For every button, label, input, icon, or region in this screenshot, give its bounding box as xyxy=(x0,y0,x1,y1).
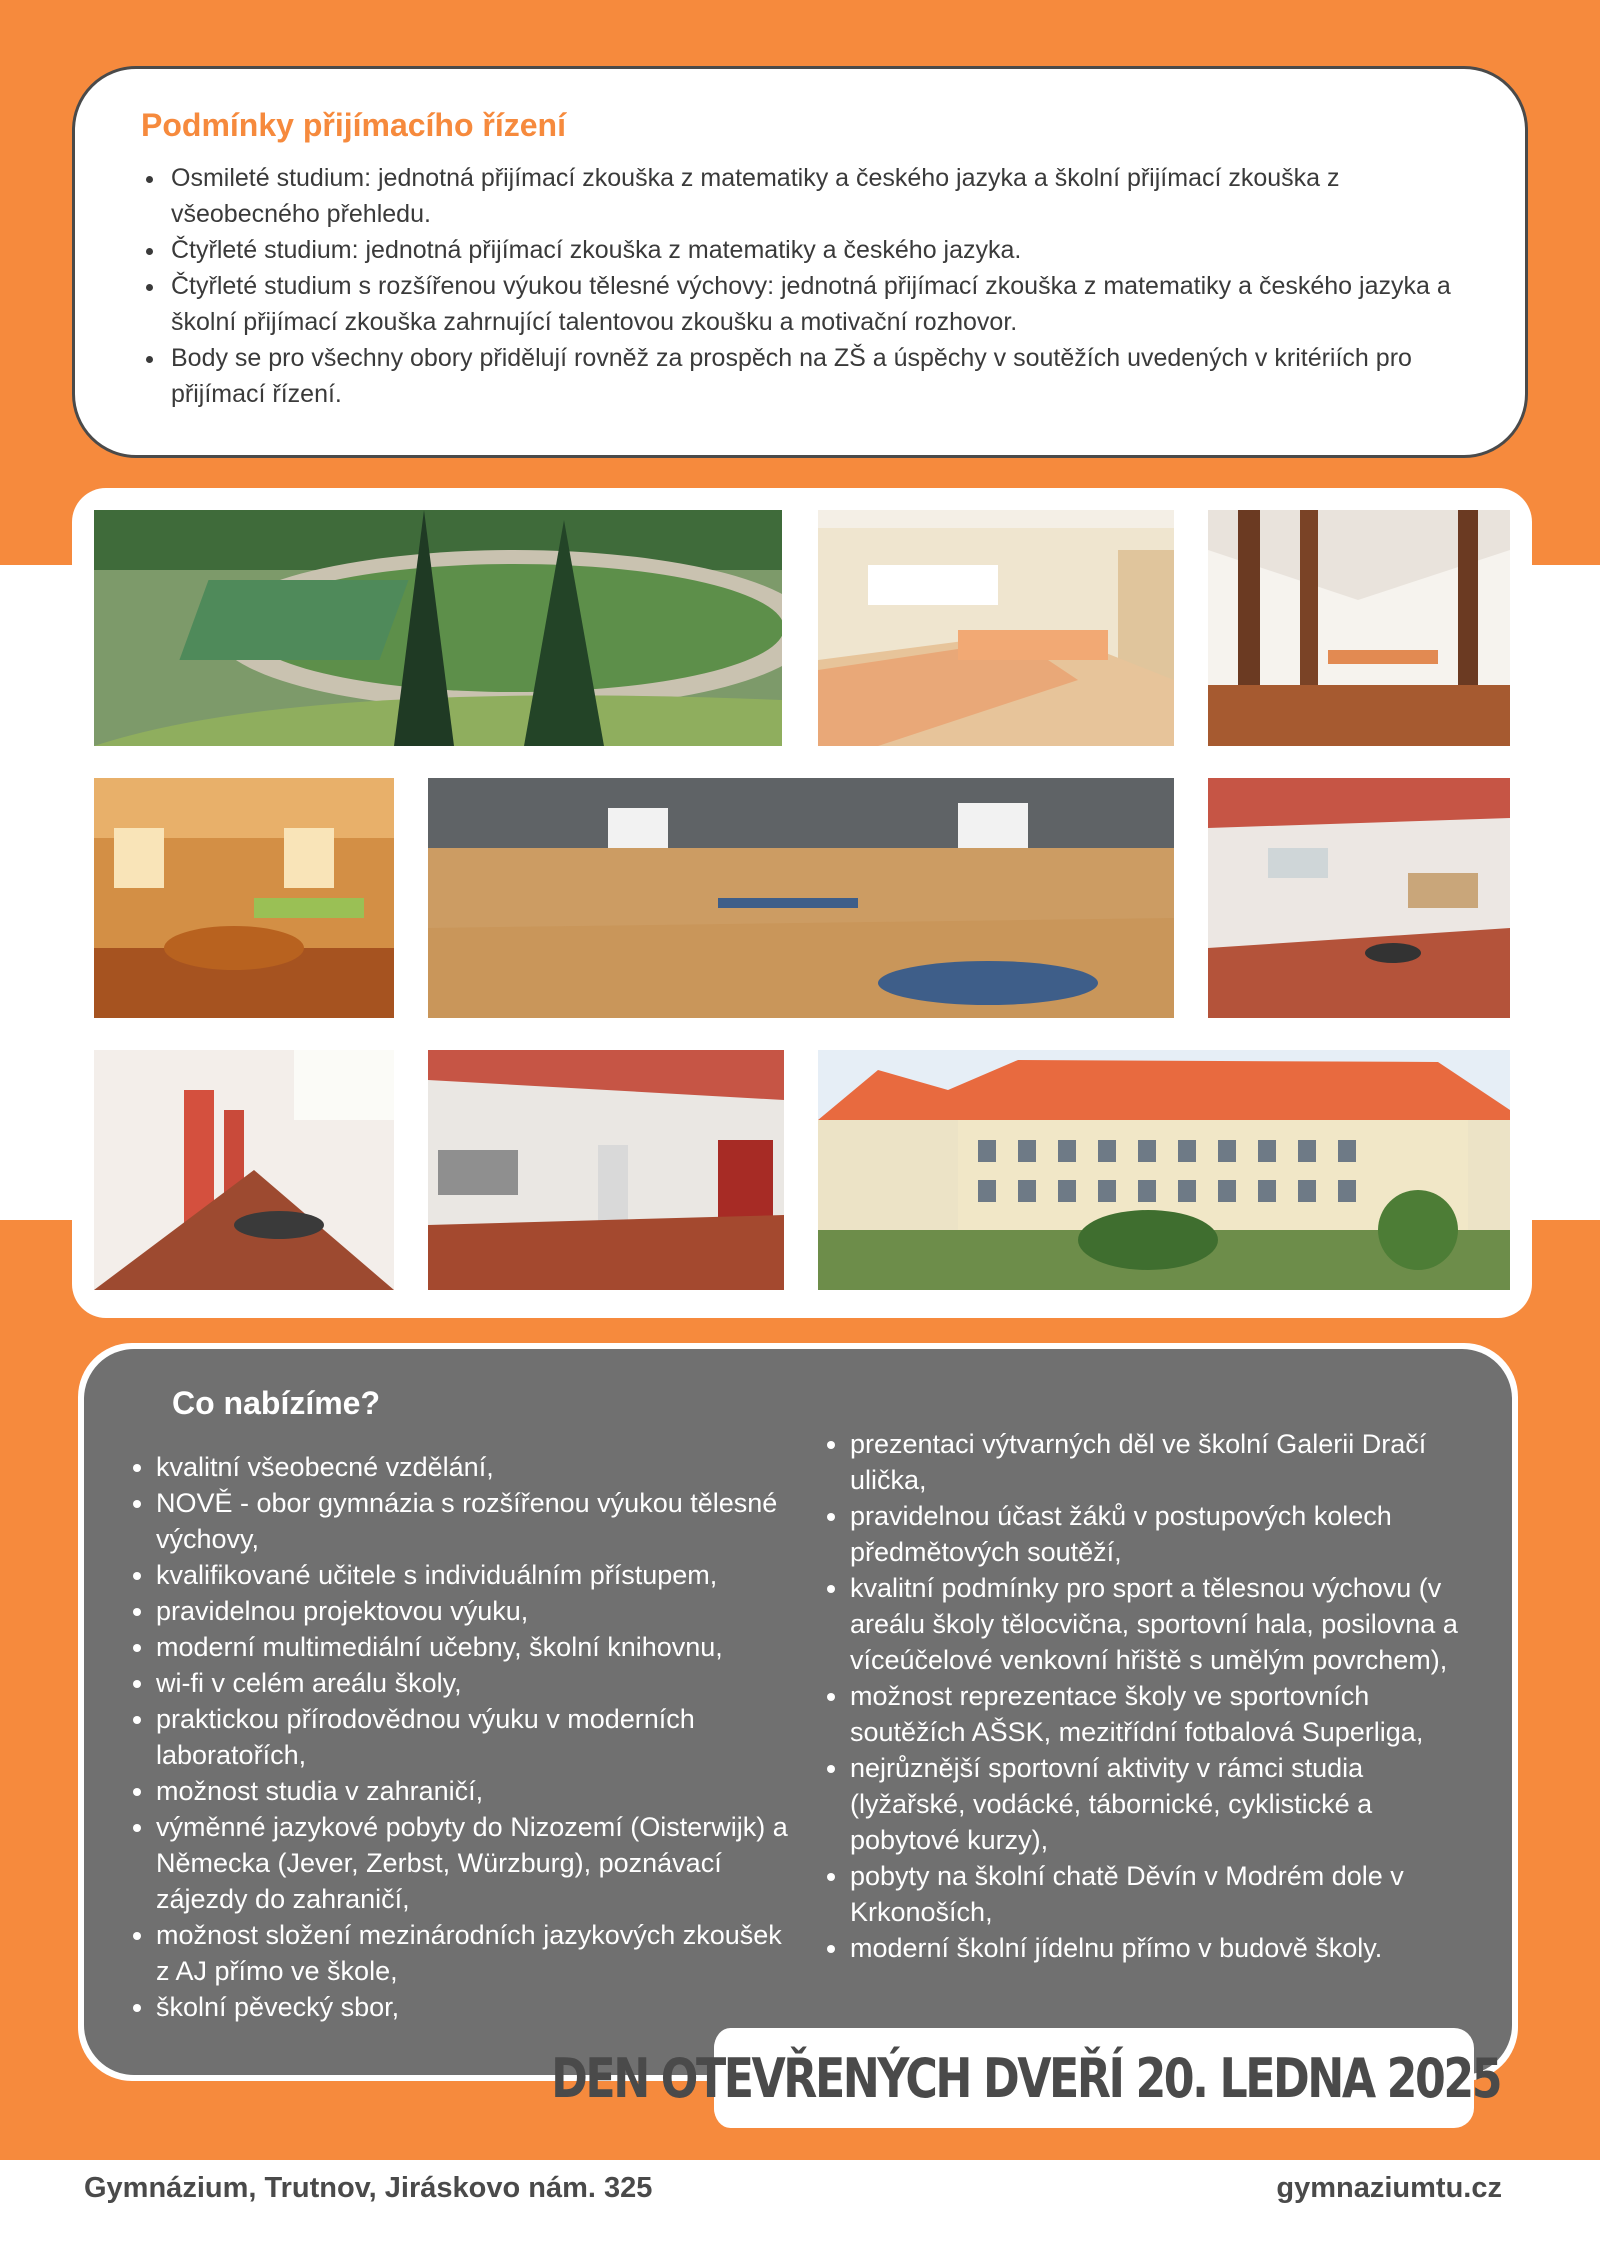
offer-item: • výměnné jazykové pobyty do Nizozemí (Oisterwijk) a Německa (Jever, Zerbst, Würzburg), poznávací zájezdy do zahraničí, xyxy=(156,1809,796,1917)
offer-item: • nejrůznější sportovní aktivity v rámci studia (lyžařské, vodácké, tábornické, cyklistické a pobytové kurzy), xyxy=(850,1750,1480,1858)
offer-panel xyxy=(78,1343,1518,2081)
footer-website-link[interactable]: gymnaziumtu.cz xyxy=(1276,2172,1502,2204)
offer-title: Co nabízíme? xyxy=(172,1385,381,1421)
admissions-item: • Čtyřleté studium s rozšířenou výukou tělesné výchovy: jednotná přijímací zkouška z matematiky a českého jazyka a školní přijímací zkouška zahrnující talentovou zkoušku a motivační rozhovor. xyxy=(167,268,1461,340)
offer-item: • moderní školní jídelnu přímo v budově školy. xyxy=(850,1930,1480,1966)
offer-item: • školní pěvecký sbor, xyxy=(156,1989,796,2025)
photo-outdoor-sports-field xyxy=(94,510,782,746)
offer-item: • pobyty na školní chatě Děvín v Modrém dole v Krkonoších, xyxy=(850,1858,1480,1930)
offer-item: • wi-fi v celém areálu školy, xyxy=(156,1665,796,1701)
open-day-text: DEN OTEVŘENÝCH DVEŘÍ 20. LEDNA 2025 xyxy=(714,2028,1337,2128)
offer-item: • pravidelnou účast žáků v postupových kolech předmětových soutěží, xyxy=(850,1498,1480,1570)
offer-list-right xyxy=(824,1426,1480,1966)
admissions-list xyxy=(141,160,1461,412)
photo-gallery xyxy=(72,488,1532,1318)
admissions-item: • Osmileté studium: jednotná přijímací zkouška z matematiky a českého jazyka a školní přijímací zkouška z všeobecného přehledu. xyxy=(167,160,1461,232)
photo-canteen xyxy=(94,778,394,1018)
offer-item: • moderní multimediální učebny, školní knihovnu, xyxy=(156,1629,796,1665)
photo-school-building xyxy=(818,1050,1510,1290)
admissions-item: • Body se pro všechny obory přidělují rovněž za prospěch na ZŠ a úspěchy v soutěžích uvedených v kritériích pro přijímací řízení. xyxy=(167,340,1461,412)
photo-classroom xyxy=(818,510,1174,746)
offer-item: • kvalitní všeobecné vzdělání, xyxy=(156,1449,796,1485)
offer-item: • pravidelnou projektovou výuku, xyxy=(156,1593,796,1629)
offer-item: • možnost reprezentace školy ve sportovních soutěžích AŠSK, mezitřídní fotbalová Superliga, xyxy=(850,1678,1480,1750)
offer-item: • možnost studia v zahraničí, xyxy=(156,1773,796,1809)
offer-item: • kvalitní podmínky pro sport a tělesnou výchovu (v areálu školy tělocvična, sportovní hala, posilovna a víceúčelové venkovní hřiště s umělým povrchem), xyxy=(850,1570,1480,1678)
admissions-title: Podmínky přijímacího řízení xyxy=(141,107,566,143)
admissions-item: • Čtyřleté studium: jednotná přijímací zkouška z matematiky a českého jazyka. xyxy=(167,232,1461,268)
photo-corridor xyxy=(94,1050,394,1290)
offer-item: • NOVĚ - obor gymnázia s rozšířenou výukou tělesné výchovy, xyxy=(156,1485,796,1557)
photo-attic-lounge xyxy=(1208,510,1510,746)
offer-item: • praktickou přírodovědnou výuku v moderních laboratořích, xyxy=(156,1701,796,1773)
offer-item: • prezentaci výtvarných děl ve školní Galerii Dračí ulička, xyxy=(850,1426,1480,1498)
photo-hallway-seating xyxy=(1208,778,1510,1018)
photo-sports-hall xyxy=(428,778,1174,1018)
offer-item: • kvalifikované učitele s individuálním přístupem, xyxy=(156,1557,796,1593)
offer-list-left xyxy=(130,1449,796,2025)
offer-item: • možnost složení mezinárodních jazykových zkoušek z AJ přímo ve škole, xyxy=(156,1917,796,1989)
photo-lobby xyxy=(428,1050,784,1290)
offer-panel-body xyxy=(84,1349,1512,2075)
footer-address: Gymnázium, Trutnov, Jiráskovo nám. 325 xyxy=(84,2172,653,2204)
admissions-card xyxy=(72,66,1528,458)
